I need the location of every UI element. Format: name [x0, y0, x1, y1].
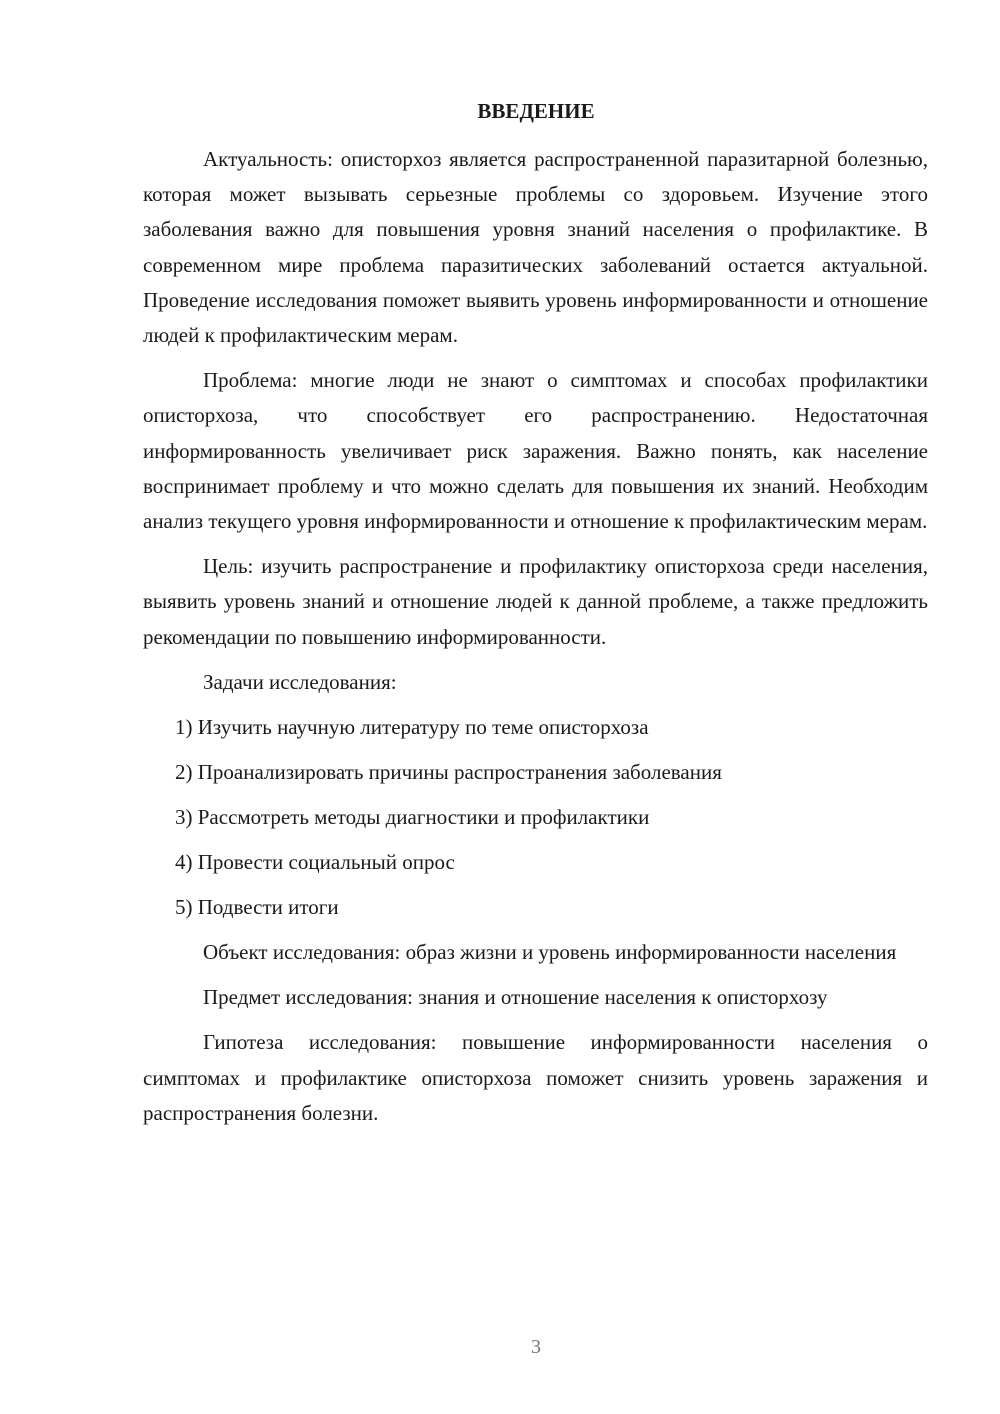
list-item: 3) Рассмотреть методы диагностики и профилактики: [175, 805, 650, 830]
paragraph-subject: Предмет исследования: знания и отношение населения к описторхозу: [203, 985, 828, 1010]
paragraph-goal: Цель: изучить распространение и профилактику описторхоза среди населения, выявить уровень знаний и отношение людей к данной проблеме, а также предложить рекомендации по повышению информированности.: [143, 554, 928, 649]
paragraph-object: Объект исследования: образ жизни и уровень информированности населения: [203, 940, 897, 965]
list-item: 1) Изучить научную литературу по теме описторхоза: [175, 715, 649, 740]
paragraph-relevance: Актуальность: описторхоз является распространенной паразитарной болезнью, которая может вызывать серьезные проблемы со здоровьем. Изучение этого заболевания важно для повышения уровня знаний населения о профилактике. В современном мире проблема паразитических заболеваний остается актуальной. Проведение исследования поможет выявить уровень информированности и отношение людей к профилактическим мерам.: [143, 147, 928, 348]
page-number: 3: [531, 1336, 541, 1358]
list-item: 2) Проанализировать причины распространения заболевания: [175, 760, 722, 785]
list-item: 4) Провести социальный опрос: [175, 850, 455, 875]
tasks-heading: Задачи исследования:: [203, 669, 397, 694]
paragraph-problem: Проблема: многие люди не знают о симптомах и способах профилактики описторхоза, что способствует его распространению. Недостаточная информированность увеличивает риск заражения. Важно понять, как население воспринимает проблему и что можно сделать для повышения их знаний. Необходим анализ текущего уровня информированности и отношение к профилактическим мерам.: [143, 368, 928, 534]
list-item: 5) Подвести итоги: [175, 895, 339, 920]
tasks-list: [143, 710, 928, 925]
document-body: [143, 142, 928, 1131]
page-title: ВВЕДЕНИЕ: [477, 99, 595, 123]
paragraph-hypothesis: Гипотеза исследования: повышение информированности населения о симптомах и профилактике описторхоза поможет снизить уровень заражения и распространения болезни.: [143, 1030, 928, 1125]
